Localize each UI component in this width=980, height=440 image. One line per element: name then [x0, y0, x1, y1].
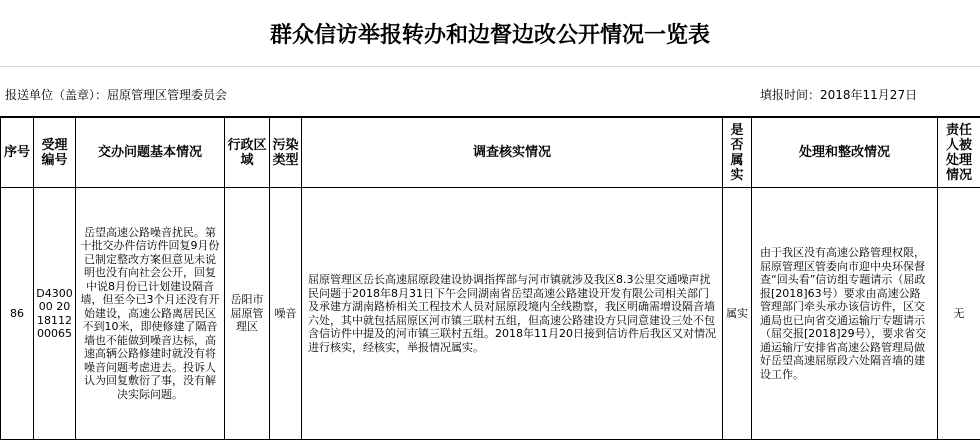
cell-region: 岳阳市屈原管理区: [225, 188, 270, 440]
header-verified: 是否属实: [723, 118, 752, 188]
cell-rectification: 由于我区没有高速公路管理权限，屈原管理区管委向市迎中央环保督查“回头看”信访组专题请示（屈政报[2018]63号）要求由高速公路管理部门牵头承办该信访件，区交通局也已向省交通运输厅专题请示（屈交报[2018]29号），要求省交通运输厅安排省高速公路管理局做好岳望高速屈原段六处隔音墙的建设工作。: [752, 188, 938, 440]
cell-pollution: 噪音: [270, 188, 302, 440]
cell-verified: 属实: [723, 188, 752, 440]
cell-problem: 岳望高速公路噪音扰民。第十批交办件信访件回复9月份已制定整改方案但意见未说明也没有向社会公开，回复中说8月份已计划建设隔音墙，但至今已3个月还没有开始建设，高速公路离居民区不到10米，即使修建了隔音墙也不能做到噪音达标，高速高辆公路修建时就没有将噪音问题考虑进去。投诉人认为回复敷衍了事，没有解决实际问题。: [76, 188, 225, 440]
cell-accountability: 无: [938, 188, 980, 440]
fill-date: 填报时间：2018年11月27日: [760, 86, 917, 103]
header-seq: 序号: [1, 118, 34, 188]
header-investigation: 调查核实情况: [302, 118, 723, 188]
header-case-no: 受理编号: [34, 118, 76, 188]
header-rectification: 处理和整改情况: [752, 118, 938, 188]
case-table: [0, 117, 980, 440]
report-info-bar: [0, 66, 980, 117]
header-region: 行政区域: [225, 118, 270, 188]
page-title: 群众信访举报转办和边督边改公开情况一览表: [0, 0, 980, 67]
table-header-row: [1, 118, 980, 188]
report-unit: 报送单位（盖章）：屈原管理区管理委员会: [5, 86, 227, 103]
header-pollution: 污染类型: [270, 118, 302, 188]
header-accountability: 责任人被处理情况: [938, 118, 980, 188]
cell-investigation: 屈原管理区岳长高速屈原段建设协调指挥部与河市镇就涉及我区8.3公里交通噪声扰民问题于2018年8月31日下午会同湖南省岳望高速公路建设开发有限公司相关部门及承建方湖南路桥相关工程技术人员对屈原段境内全线勘察，我区明确需增设隔音墙六处，其中就包括屈原区河市镇三联村五组，但高速公路建设方只同意建设三处不包含信访件中提及的河市镇三联村五组。2018年11月20日接到信访件后我区又对情况进行核实，经核实，举报情况属实。: [302, 188, 723, 440]
table-row: [1, 188, 980, 440]
cell-case-no: D430000 2018112 00065: [34, 188, 76, 440]
cell-seq: 86: [1, 188, 34, 440]
header-problem: 交办问题基本情况: [76, 118, 225, 188]
